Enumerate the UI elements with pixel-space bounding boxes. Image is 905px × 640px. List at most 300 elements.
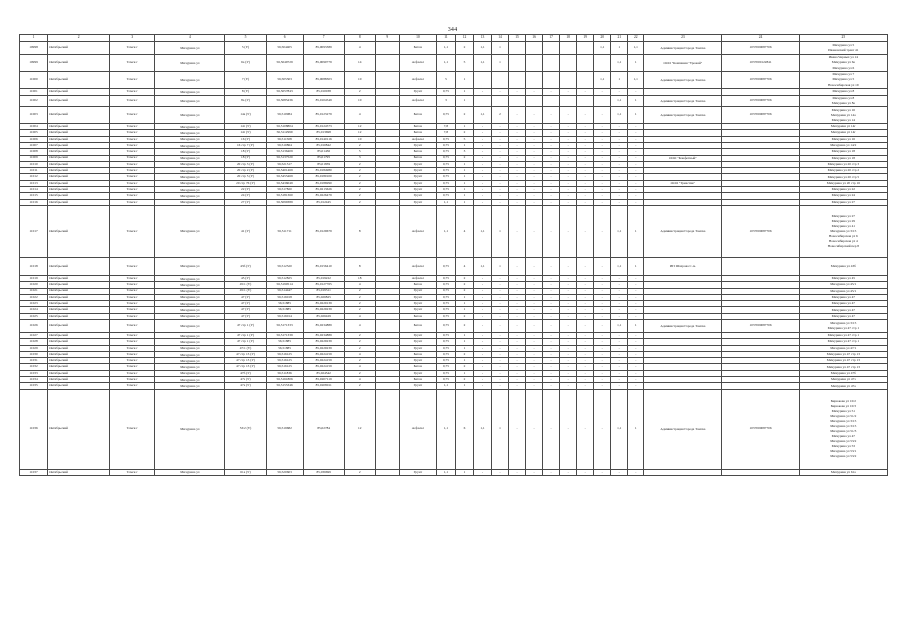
table-cell: 85,036699	[303, 469, 344, 475]
table-cell: -	[560, 180, 577, 186]
table-cell: -	[543, 370, 560, 376]
table-cell: -	[492, 320, 509, 333]
table-cell: Бетон	[399, 149, 436, 155]
address-line: Мичурина ул 53/2	[830, 439, 857, 444]
table-cell: -	[611, 168, 628, 174]
table-cell: -	[628, 130, 644, 136]
table-cell: -	[577, 345, 594, 351]
table-cell: 0,75	[436, 168, 455, 174]
table-cell: -	[543, 275, 560, 281]
table-cell: -	[526, 193, 543, 199]
table-cell: Мичурина ул	[155, 313, 225, 319]
table-cell: 2	[455, 282, 473, 288]
table-cell: 8а (У)	[225, 96, 266, 107]
table-cell: 11032	[20, 364, 48, 370]
table-cell: 10	[344, 72, 375, 89]
table-cell: -	[560, 136, 577, 142]
table-cell: 10	[344, 136, 375, 142]
table-cell: Мичурина ул	[155, 72, 225, 89]
address-line: Мичурина ул 20 стр 3	[827, 161, 860, 166]
table-cell: 45 (У)	[225, 275, 266, 281]
table-cell: Асфальт	[399, 136, 436, 142]
table-cell: -	[628, 288, 644, 294]
table-cell: Администрация Города Томска	[644, 107, 722, 124]
table-cell	[577, 96, 594, 107]
table-cell: 1	[628, 55, 644, 72]
table-cell: -	[628, 187, 644, 193]
table-cell: -	[509, 358, 526, 364]
table-cell: 5 (У)	[225, 42, 266, 55]
table-cell: Грунт	[399, 142, 436, 148]
table-cell: -	[543, 377, 560, 383]
table-cell: -	[473, 155, 491, 161]
address-line: Мичурина ул 47	[831, 294, 855, 299]
table-cell: 11004	[20, 124, 48, 130]
table-cell: 0,75	[436, 377, 455, 383]
table-cell: 85,010842	[303, 142, 344, 148]
table-cell: -	[492, 333, 509, 339]
table-cell: -	[526, 313, 543, 319]
table-cell: Октябрьский	[48, 107, 110, 124]
table-cell: 56,5436049	[266, 180, 303, 186]
table-cell: 11001	[20, 89, 48, 96]
table-cell: -	[594, 180, 611, 186]
table-cell: 1,1	[611, 389, 628, 469]
table-cell: -	[509, 136, 526, 142]
table-cell: -	[594, 174, 611, 180]
table-cell: Октябрьский	[48, 282, 110, 288]
table-cell: 0,75	[436, 149, 455, 155]
table-cell: -	[628, 364, 644, 370]
table-cell: -	[509, 320, 526, 333]
table-cell: -	[594, 364, 611, 370]
table-cell	[543, 96, 560, 107]
table-cell: 56,520603	[266, 469, 303, 475]
table-cell: -	[611, 358, 628, 364]
table-cell: 56,511508	[266, 136, 303, 142]
address-line: Мичурина ул 3/15	[830, 419, 857, 424]
table-cell	[375, 89, 399, 96]
table-cell: -	[628, 307, 644, 313]
table-cell: 85,0229139	[303, 301, 344, 307]
table-cell: -	[628, 275, 644, 281]
table-cell: 8 (У)	[225, 89, 266, 96]
table-cell: Томск г	[110, 136, 155, 142]
table-cell: -	[611, 345, 628, 351]
table-cell: 1	[628, 320, 644, 333]
table-cell: Мичурина ул	[155, 174, 225, 180]
table-cell: Грунт	[399, 174, 436, 180]
column-number-cell: 2	[48, 35, 110, 42]
table-cell: -	[628, 89, 644, 96]
table-cell: Октябрьский	[48, 377, 110, 383]
table-cell: -	[611, 294, 628, 300]
table-cell: -	[611, 155, 628, 161]
table-cell: -	[509, 313, 526, 319]
table-cell: 56,5049729	[266, 55, 303, 72]
table-cell: 56,5099389	[266, 199, 303, 205]
address-line: Мичурина ул 14/2	[830, 143, 857, 148]
table-cell: 85,0207119	[303, 377, 344, 383]
table-cell: -	[526, 275, 543, 281]
table-cell: -	[543, 257, 560, 275]
table-cell: 11020	[20, 282, 48, 288]
table-cell: -	[526, 161, 543, 167]
table-cell: 2	[455, 275, 473, 281]
table-cell: -	[577, 168, 594, 174]
table-cell: 4	[344, 313, 375, 319]
table-cell: 47 стр 13 (У)	[225, 358, 266, 364]
table-cell: -	[560, 313, 577, 319]
address-line: Мичурина ул 47з	[830, 377, 856, 382]
address-line: Мичурина ул 5	[832, 77, 855, 82]
table-cell: Октябрьский	[48, 275, 110, 281]
table-cell: -	[543, 89, 560, 96]
table-cell: Грунт	[399, 301, 436, 307]
table-cell: -	[577, 142, 594, 148]
table-cell: 2	[455, 377, 473, 383]
column-number-cell: 4	[155, 35, 225, 42]
table-cell: -	[473, 383, 491, 389]
table-cell	[577, 42, 594, 55]
table-cell: -	[611, 383, 628, 389]
table-cell: 0,75	[436, 174, 455, 180]
table-cell: 47б (У)	[225, 370, 266, 376]
road-registry-table	[19, 34, 888, 476]
table-cell: 85,0124573	[303, 124, 344, 130]
table-cell: 0,75	[436, 282, 455, 288]
table-cell: Грунт	[399, 339, 436, 345]
table-cell: 11031	[20, 358, 48, 364]
table-cell: Октябрьский	[48, 55, 110, 72]
table-cell: -	[560, 307, 577, 313]
table-cell: Октябрьский	[48, 205, 110, 257]
table-cell: 0,75	[436, 294, 455, 300]
table-cell: -	[509, 149, 526, 155]
table-cell: 56,516014	[266, 313, 303, 319]
table-cell: -	[577, 193, 594, 199]
table-cell: 0,75	[436, 107, 455, 124]
table-cell: 1,1	[473, 42, 491, 55]
table-cell: -	[473, 89, 491, 96]
table-cell: 2	[344, 469, 375, 475]
table-cell: Октябрьский	[48, 370, 110, 376]
table-cell: Томск г	[110, 107, 155, 124]
table-cell: 0,75	[436, 187, 455, 193]
table-cell: -	[526, 149, 543, 155]
table-cell: 56,516018	[266, 294, 303, 300]
table-row	[20, 205, 888, 257]
table-cell	[492, 96, 509, 107]
table-cell: -	[577, 389, 594, 469]
table-cell: -	[577, 351, 594, 357]
table-cell: 2	[344, 199, 375, 205]
table-cell: 85,0226479	[303, 193, 344, 199]
table-cell: 0,75	[436, 358, 455, 364]
address-list-cell	[799, 389, 887, 469]
table-cell: -	[611, 174, 628, 180]
table-cell: -	[543, 136, 560, 142]
table-cell: 14а (У)	[225, 107, 266, 124]
table-cell: 1	[628, 205, 644, 257]
table-cell: Октябрьский	[48, 320, 110, 333]
table-cell: -	[560, 389, 577, 469]
table-cell	[375, 205, 399, 257]
table-cell: Мичурина ул	[155, 124, 225, 130]
table-cell: -	[526, 180, 543, 186]
table-cell: -	[543, 294, 560, 300]
table-cell: 56,51885	[266, 307, 303, 313]
table-cell: 85,0184980	[303, 168, 344, 174]
table-cell: Мичурина ул	[155, 149, 225, 155]
address-line: Новосибирская ул 19	[828, 82, 859, 87]
table-cell: 61а (У)	[225, 469, 266, 475]
table-cell: -	[560, 130, 577, 136]
table-cell: -	[611, 199, 628, 205]
column-number-cell: 18	[560, 35, 577, 42]
table-cell: -	[594, 130, 611, 136]
table-cell: 16 (У)	[225, 136, 266, 142]
table-cell: Бетон	[399, 282, 436, 288]
table-cell: -	[473, 124, 491, 130]
table-cell: -	[473, 351, 491, 357]
table-cell: 85,010038	[303, 89, 344, 96]
table-cell: -	[628, 345, 644, 351]
table-cell	[543, 42, 560, 55]
column-number-cell: 19	[577, 35, 594, 42]
table-cell: -	[492, 288, 509, 294]
table-cell: Томск г	[110, 294, 155, 300]
table-cell: -	[509, 389, 526, 469]
table-cell: 0,75	[436, 339, 455, 345]
column-number-cell: 17	[543, 35, 560, 42]
table-cell: 4	[455, 205, 473, 257]
table-cell: 0,75	[436, 320, 455, 333]
table-cell: -	[577, 288, 594, 294]
table-cell: 85,01839	[303, 161, 344, 167]
table-cell: 1	[455, 124, 473, 130]
table-cell: Мичурина ул	[155, 351, 225, 357]
table-cell: -	[577, 320, 594, 333]
table-cell: -	[577, 294, 594, 300]
table-cell: -	[543, 469, 560, 475]
table-cell: 2	[492, 107, 509, 124]
table-cell	[492, 72, 509, 89]
table-cell: -	[594, 193, 611, 199]
table-cell: -	[577, 370, 594, 376]
table-cell: -	[594, 339, 611, 345]
table-cell: 3	[344, 155, 375, 161]
table-cell: 47 стр 13 (У)	[225, 364, 266, 370]
table-cell: 11023	[20, 301, 48, 307]
address-line: Мичурина ул 47 стр 13	[826, 364, 860, 369]
table-cell: -	[577, 124, 594, 130]
table-cell: 85,0224159	[303, 351, 344, 357]
table-cell: 56,5112999	[266, 130, 303, 136]
table-cell: -	[628, 351, 644, 357]
table-cell: -	[594, 187, 611, 193]
table-cell: -	[577, 187, 594, 193]
table-cell: -	[543, 193, 560, 199]
table-cell: 85,01795	[303, 155, 344, 161]
table-cell: -	[543, 345, 560, 351]
table-cell	[722, 89, 799, 96]
table-cell: -	[543, 205, 560, 257]
table-cell: 11033	[20, 370, 48, 376]
table-cell: -	[560, 358, 577, 364]
table-cell: 45/1 (У)	[225, 288, 266, 294]
table-cell: -	[628, 124, 644, 130]
table-cell: -	[543, 107, 560, 124]
table-cell: -	[560, 320, 577, 333]
table-cell: -	[611, 149, 628, 155]
table-cell: -	[577, 364, 594, 370]
table-cell: -	[509, 469, 526, 475]
table-cell: 56,5085436	[266, 96, 303, 107]
table-cell: Администрация Города Томска	[644, 42, 722, 55]
table-cell: 0,75	[436, 345, 455, 351]
address-list-cell	[799, 257, 887, 275]
table-cell: -	[628, 301, 644, 307]
table-cell: -	[492, 161, 509, 167]
table-cell: Октябрьский	[48, 257, 110, 275]
table-cell: 56,5455469	[266, 174, 303, 180]
table-cell: -	[526, 307, 543, 313]
table-cell: -	[628, 339, 644, 345]
address-line: Мичурина ул 8	[832, 96, 855, 100]
table-cell: Октябрьский	[48, 174, 110, 180]
table-cell: -	[509, 180, 526, 186]
table-cell: 16 стр 7 (У)	[225, 142, 266, 148]
table-cell: 1037000087706	[722, 320, 799, 333]
table-cell: -	[492, 149, 509, 155]
table-cell: -	[594, 333, 611, 339]
table-cell: Мичурина ул	[155, 142, 225, 148]
table-cell: 56,5137520	[266, 155, 303, 161]
table-cell: -	[492, 364, 509, 370]
table-cell: Октябрьский	[48, 149, 110, 155]
address-line: Мичурина ул 47 стр 1	[827, 339, 860, 344]
table-cell: -	[594, 161, 611, 167]
table-cell: Мичурина ул	[155, 333, 225, 339]
table-cell: 11015	[20, 193, 48, 199]
table-cell: 11016	[20, 199, 48, 205]
table-cell: 56,512825	[266, 275, 303, 281]
table-cell: -	[628, 377, 644, 383]
table-cell: -	[628, 174, 644, 180]
table-cell: Томск г	[110, 313, 155, 319]
table-cell: -	[594, 313, 611, 319]
table-cell: -	[560, 107, 577, 124]
table-cell: -	[594, 205, 611, 257]
table-cell: Бетон	[399, 124, 436, 130]
table-cell: 1	[455, 301, 473, 307]
table-cell: -	[473, 161, 491, 167]
table-cell	[560, 96, 577, 107]
table-cell: -	[560, 205, 577, 257]
table-cell: -	[509, 377, 526, 383]
table-cell: Мичурина ул	[155, 187, 225, 193]
table-cell: 11024	[20, 307, 48, 313]
table-cell: Бетон	[399, 107, 436, 124]
table-cell: -	[473, 275, 491, 281]
table-cell: -	[543, 389, 560, 469]
table-cell: Мичурина ул	[155, 168, 225, 174]
table-cell: 20 стр 2 (У)	[225, 168, 266, 174]
table-cell: -	[543, 155, 560, 161]
table-cell: 2	[344, 168, 375, 174]
table-cell: 85,0234889	[303, 333, 344, 339]
table-cell: -	[526, 257, 543, 275]
table-cell: Октябрьский	[48, 469, 110, 475]
table-cell: -	[594, 469, 611, 475]
table-cell: 18 (У)	[225, 149, 266, 155]
table-cell: -	[577, 136, 594, 142]
table-cell: -	[543, 149, 560, 155]
table-cell: 11030	[20, 351, 48, 357]
address-list-cell	[799, 89, 887, 96]
table-cell: 3	[436, 96, 455, 107]
table-cell: Бетон	[399, 364, 436, 370]
table-cell: 56,5171333	[266, 320, 303, 333]
address-line: Мичурина ул 16	[831, 136, 855, 141]
table-cell: 56,5108804	[266, 124, 303, 130]
table-cell: -	[560, 294, 577, 300]
table-cell: 1,1	[436, 55, 455, 72]
column-number-cell: 1	[20, 35, 48, 42]
table-cell: 45/1 (У)	[225, 282, 266, 288]
table-cell: 2	[344, 193, 375, 199]
table-cell: 1,1	[473, 389, 491, 469]
table-cell: -	[560, 288, 577, 294]
table-cell: 85,024542	[303, 370, 344, 376]
table-cell: 1,1	[611, 257, 628, 275]
table-cell: 2	[344, 142, 375, 148]
table-cell: Мичурина ул	[155, 257, 225, 275]
table-cell	[375, 42, 399, 55]
table-cell: -	[594, 377, 611, 383]
column-number-cell: 15	[509, 35, 526, 42]
table-cell: -	[560, 275, 577, 281]
table-cell: -	[628, 180, 644, 186]
table-cell: 0,75	[436, 89, 455, 96]
table-cell: Мичурина ул	[155, 55, 225, 72]
address-line: Мичурина ул 47	[831, 434, 855, 439]
table-cell: 56,512520	[266, 257, 303, 275]
table-cell: 56,516125	[266, 351, 303, 357]
table-cell: Грунт	[399, 288, 436, 294]
table-cell: 11035	[20, 383, 48, 389]
table-cell	[473, 96, 491, 107]
table-cell: -	[611, 288, 628, 294]
table-cell: -	[473, 136, 491, 142]
table-cell: Мичурина ул	[155, 301, 225, 307]
table-cell: 2	[455, 42, 473, 55]
table-cell: -	[577, 377, 594, 383]
table-cell: Октябрьский	[48, 193, 110, 199]
table-cell	[473, 72, 491, 89]
table-cell: Октябрьский	[48, 130, 110, 136]
table-cell: 4	[455, 257, 473, 275]
table-cell: 1,1	[594, 42, 611, 55]
table-cell	[594, 96, 611, 107]
table-cell	[543, 72, 560, 89]
table-cell: -	[611, 282, 628, 288]
page-number: 344	[447, 27, 458, 33]
table-cell: -	[526, 320, 543, 333]
table-cell: 11018	[20, 257, 48, 275]
table-cell: Грунт	[399, 358, 436, 364]
